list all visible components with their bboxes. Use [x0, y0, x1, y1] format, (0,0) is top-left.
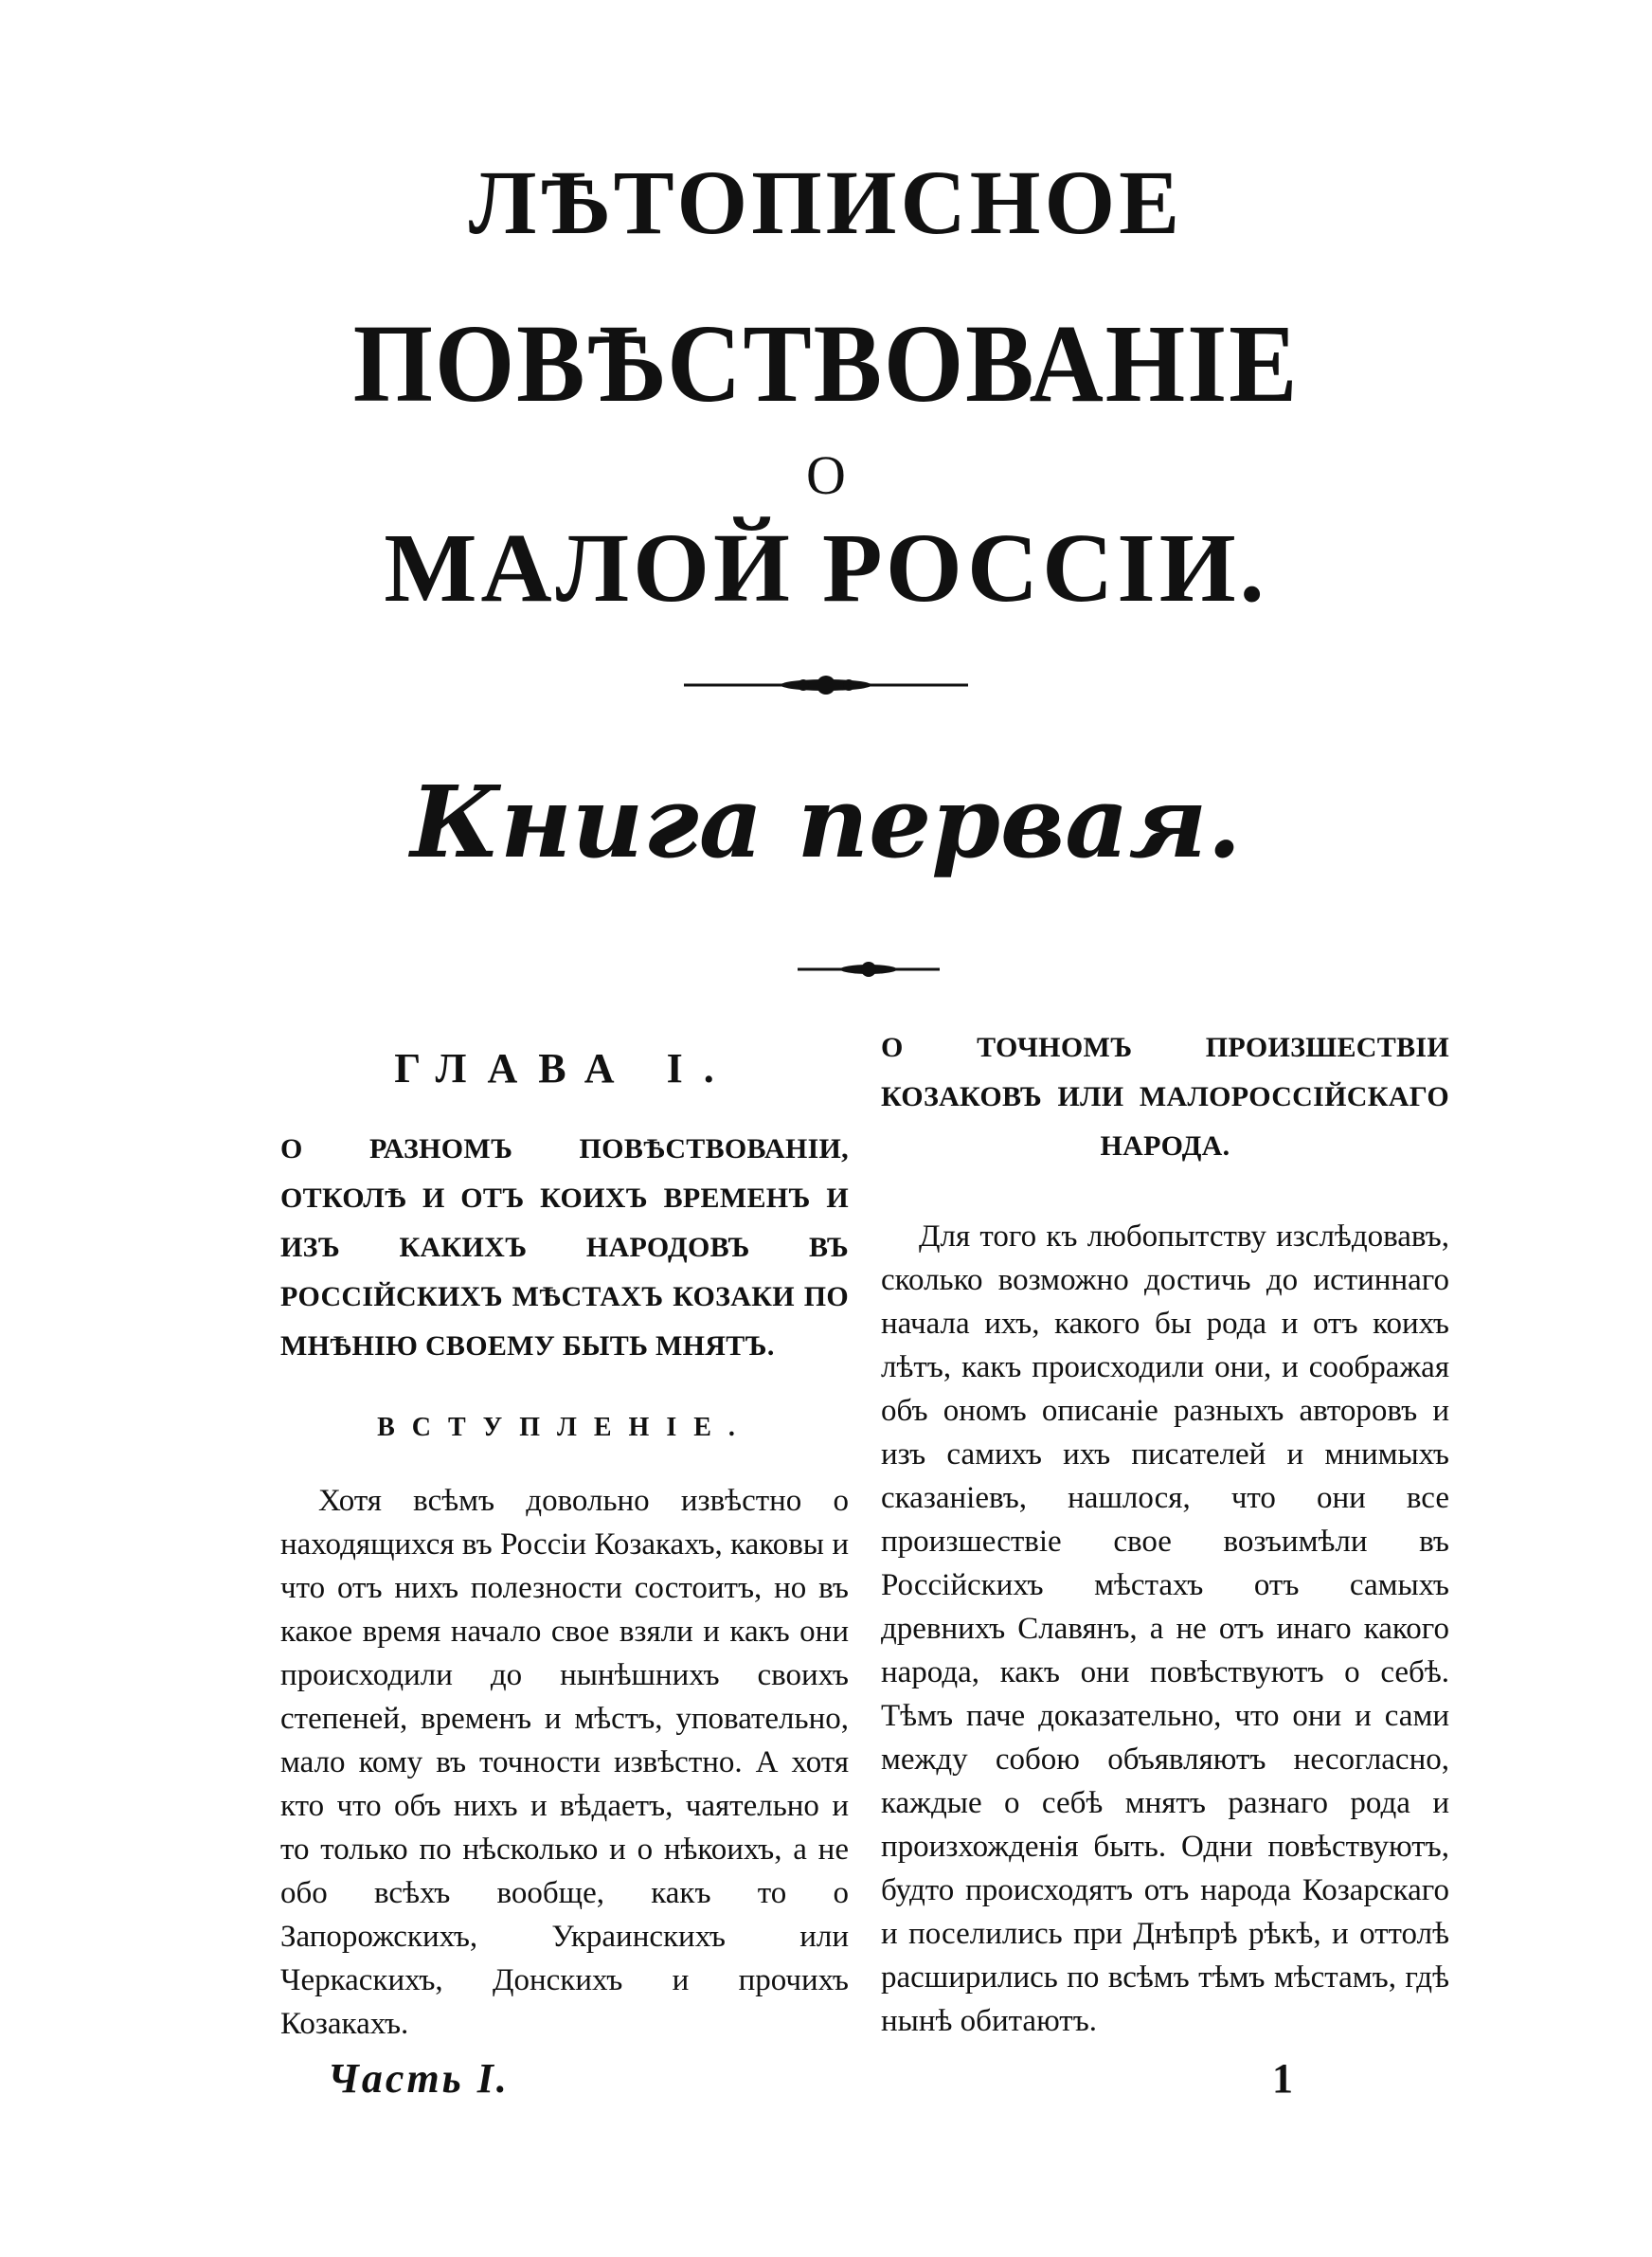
title-line-1: ЛѢТОПИСНОЕ — [468, 152, 1184, 253]
title-line-3: О — [806, 444, 846, 506]
chapter-heading: ГЛАВА I. — [394, 1045, 735, 1092]
chapter-title: О РАЗНОМЪ ПОВѢСТВОВАНІИ, ОТКОЛѢ И ОТЪ КОИХЪ ВРЕМЕНЪ И ИЗЪ КАКИХЪ НАРОДОВЪ ВЪ РОССІЙСКИХЪ МѢСТАХЪ КОЗАКИ ПО МНѢНІЮ СВОЕМУ БЫТЬ МНЯТЪ. — [280, 1133, 849, 1362]
section-heading: ВСТУПЛЕНІЕ. — [377, 1413, 752, 1442]
right-column — [881, 1023, 1449, 2043]
right-chapter-title: О ТОЧНОМЪ ПРОИЗШЕСТВІИ КОЗАКОВЪ ИЛИ МАЛОРОССІЙСКАГО НАРОДА. — [881, 1032, 1449, 1162]
ornament-divider-icon — [684, 671, 968, 699]
ornament-divider-small-icon — [798, 955, 940, 984]
left-column — [280, 1023, 849, 2046]
title-line-2: ПОВѢСТВОВАНІЕ — [352, 301, 1300, 425]
title-line-4: МАЛОЙ РОССІИ. — [384, 514, 1268, 623]
page-number: 1 — [1272, 2055, 1293, 2102]
right-body-content: Для того къ любопытству изслѣдовавъ, сколько возможно достичь до истиннаго начала ихъ, какого бы рода и отъ коихъ лѣтъ, какъ происходили они, и соображая объ ономъ описаніе разныхъ авторовъ и изъ самихъ ихъ писателей и мнимыхъ сказаніевъ, нашлося, что они все произшествіе свое возъимѣли въ Россійскихъ мѣстахъ отъ самыхъ древнихъ Славянъ, а не отъ инаго какого народа, какъ они повѣствуютъ о себѣ. Тѣмъ паче доказательно, что они и сами между собою объявляютъ несогласно, каждые о себѣ мнятъ разнаго рода и произхожденія быть. Одни повѣствуютъ, будто происходятъ отъ народа Козарскаго и поселились при Днѣпрѣ рѣкѣ, и оттолѣ расширились по всѣмъ тѣмъ мѣстамъ, гдѣ нынѣ обитаютъ. — [881, 1219, 1449, 2038]
left-body-text — [280, 1479, 849, 2046]
book-title: Книга первая. — [410, 764, 1242, 880]
left-body-content: Хотя всѣмъ довольно извѣстно о находящихся въ Россіи Козакахъ, каковы и что отъ нихъ полезности состоитъ, но въ какое время начало свое взяли и какъ они происходили до нынѣшнихъ своихъ степеней, временъ и мѣстъ, уповательно, мало кому въ точности извѣстно. А хотя кто что объ нихъ и вѣдаетъ, чаятельно и то только по нѣсколько и о нѣкоихъ, а не обо всѣхъ вообще, какъ то о Запорожскихъ, Украинскихъ или Черкаскихъ, Донскихъ и прочихъ Козакахъ. — [280, 1484, 849, 2041]
right-body-text — [881, 1215, 1449, 2043]
part-label: Часть I. — [328, 2055, 510, 2102]
